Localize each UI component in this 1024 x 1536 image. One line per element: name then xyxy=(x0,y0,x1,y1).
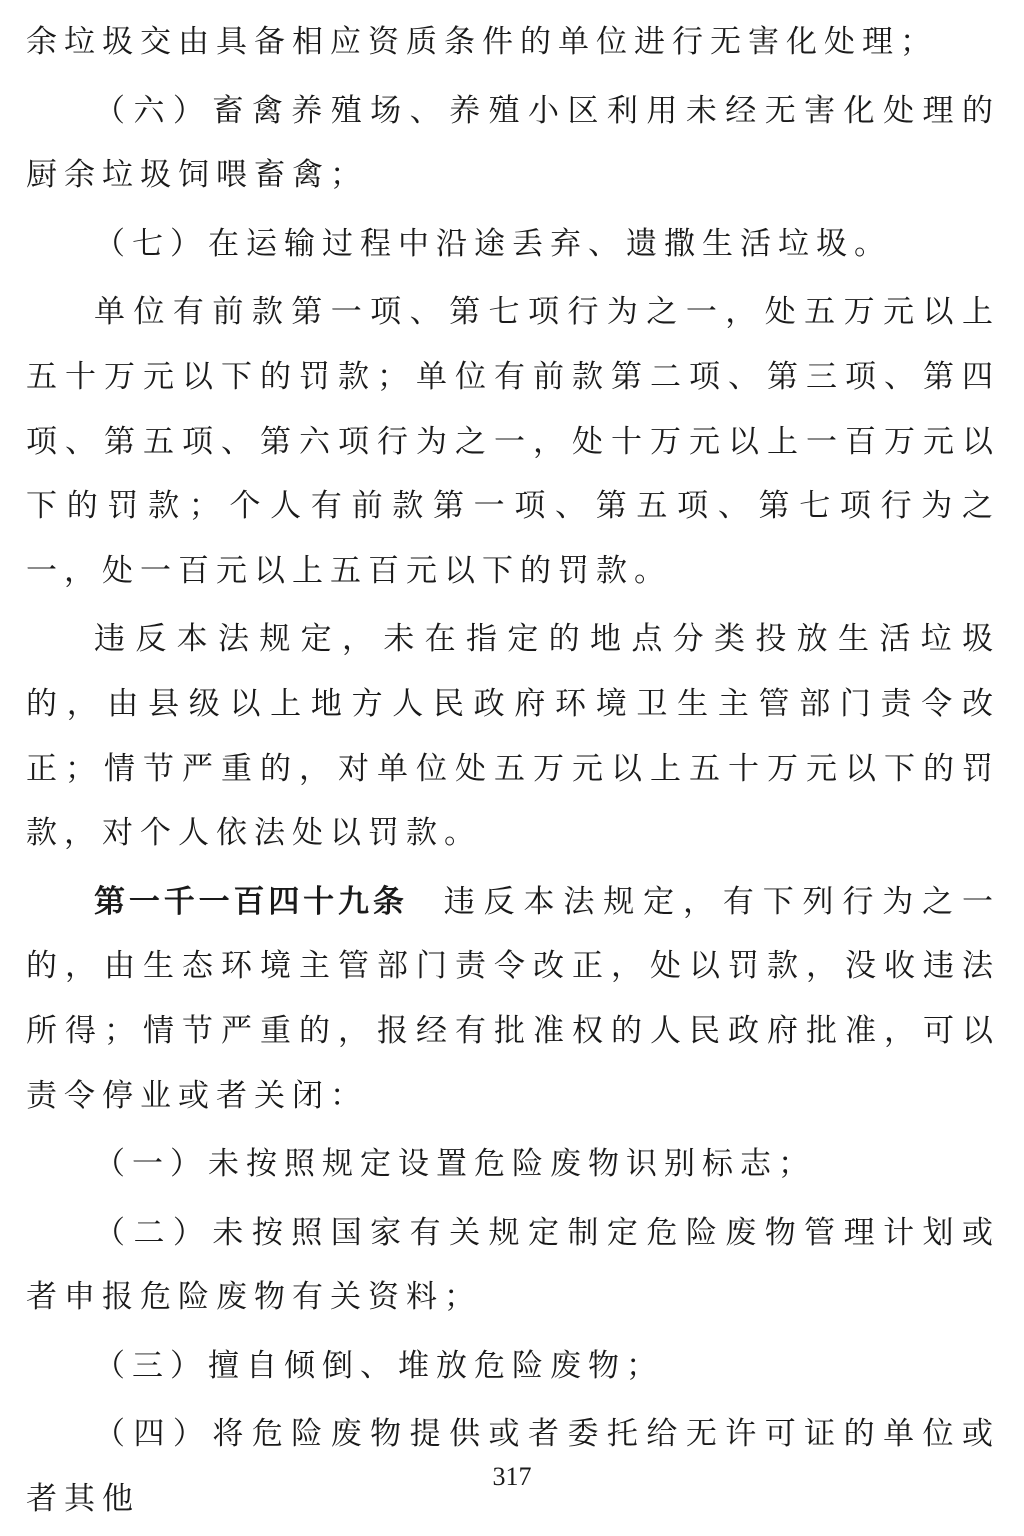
article-text: 违反本法规定，有下列行为之一的，由生态环境主管部门责令改正，处以罚款，没收违法所得；情节严重的，报经有批准权的人民政府批准，可以责令停业或者关闭： xyxy=(26,883,1001,1114)
list-item: （四）将危险废物提供或者委托给无许可证的单位或者其他 xyxy=(26,1416,1000,1518)
list-item: （二）未按照国家有关规定制定危险废物管理计划或者申报危险废物有关资料； xyxy=(26,1214,1000,1316)
paragraph-item-six: （六）畜禽养殖场、养殖小区利用未经无害化处理的厨余垃圾饲喂畜禽； xyxy=(26,92,1000,194)
article-paragraph xyxy=(26,870,1000,1128)
page-number: 317 xyxy=(492,1462,532,1491)
document-body xyxy=(26,10,1000,1536)
list-item: （一）未按照规定设置危险废物识别标志； xyxy=(94,1146,816,1183)
paragraph-sorting-violation: 违反本法规定，未在指定的地点分类投放生活垃圾的，由县级以上地方人民政府环境卫生主管部门责令改正；情节严重的，对单位处五万元以上五十万元以下的罚款，对个人依法处以罚款。 xyxy=(26,621,1000,852)
article-number: 第一千一百四十九条 xyxy=(94,883,408,920)
paragraph-unit-penalties: 单位有前款第一项、第七项行为之一，处五万元以上五十万元以下的罚款；单位有前款第二项、第三项、第四项、第五项、第六项行为之一，处十万元以上一百万元以下的罚款；个人有前款第一项、第五项、第七项行为之一，处一百元以上五百元以下的罚款。 xyxy=(26,294,1000,589)
list-item: （三）擅自倾倒、堆放危险废物； xyxy=(94,1347,664,1384)
paragraph-continuation: 余垃圾交由具备相应资质条件的单位进行无害化处理； xyxy=(26,24,938,60)
paragraph-item-seven: （七）在运输过程中沿途丢弃、遗撒生活垃圾。 xyxy=(94,225,892,262)
